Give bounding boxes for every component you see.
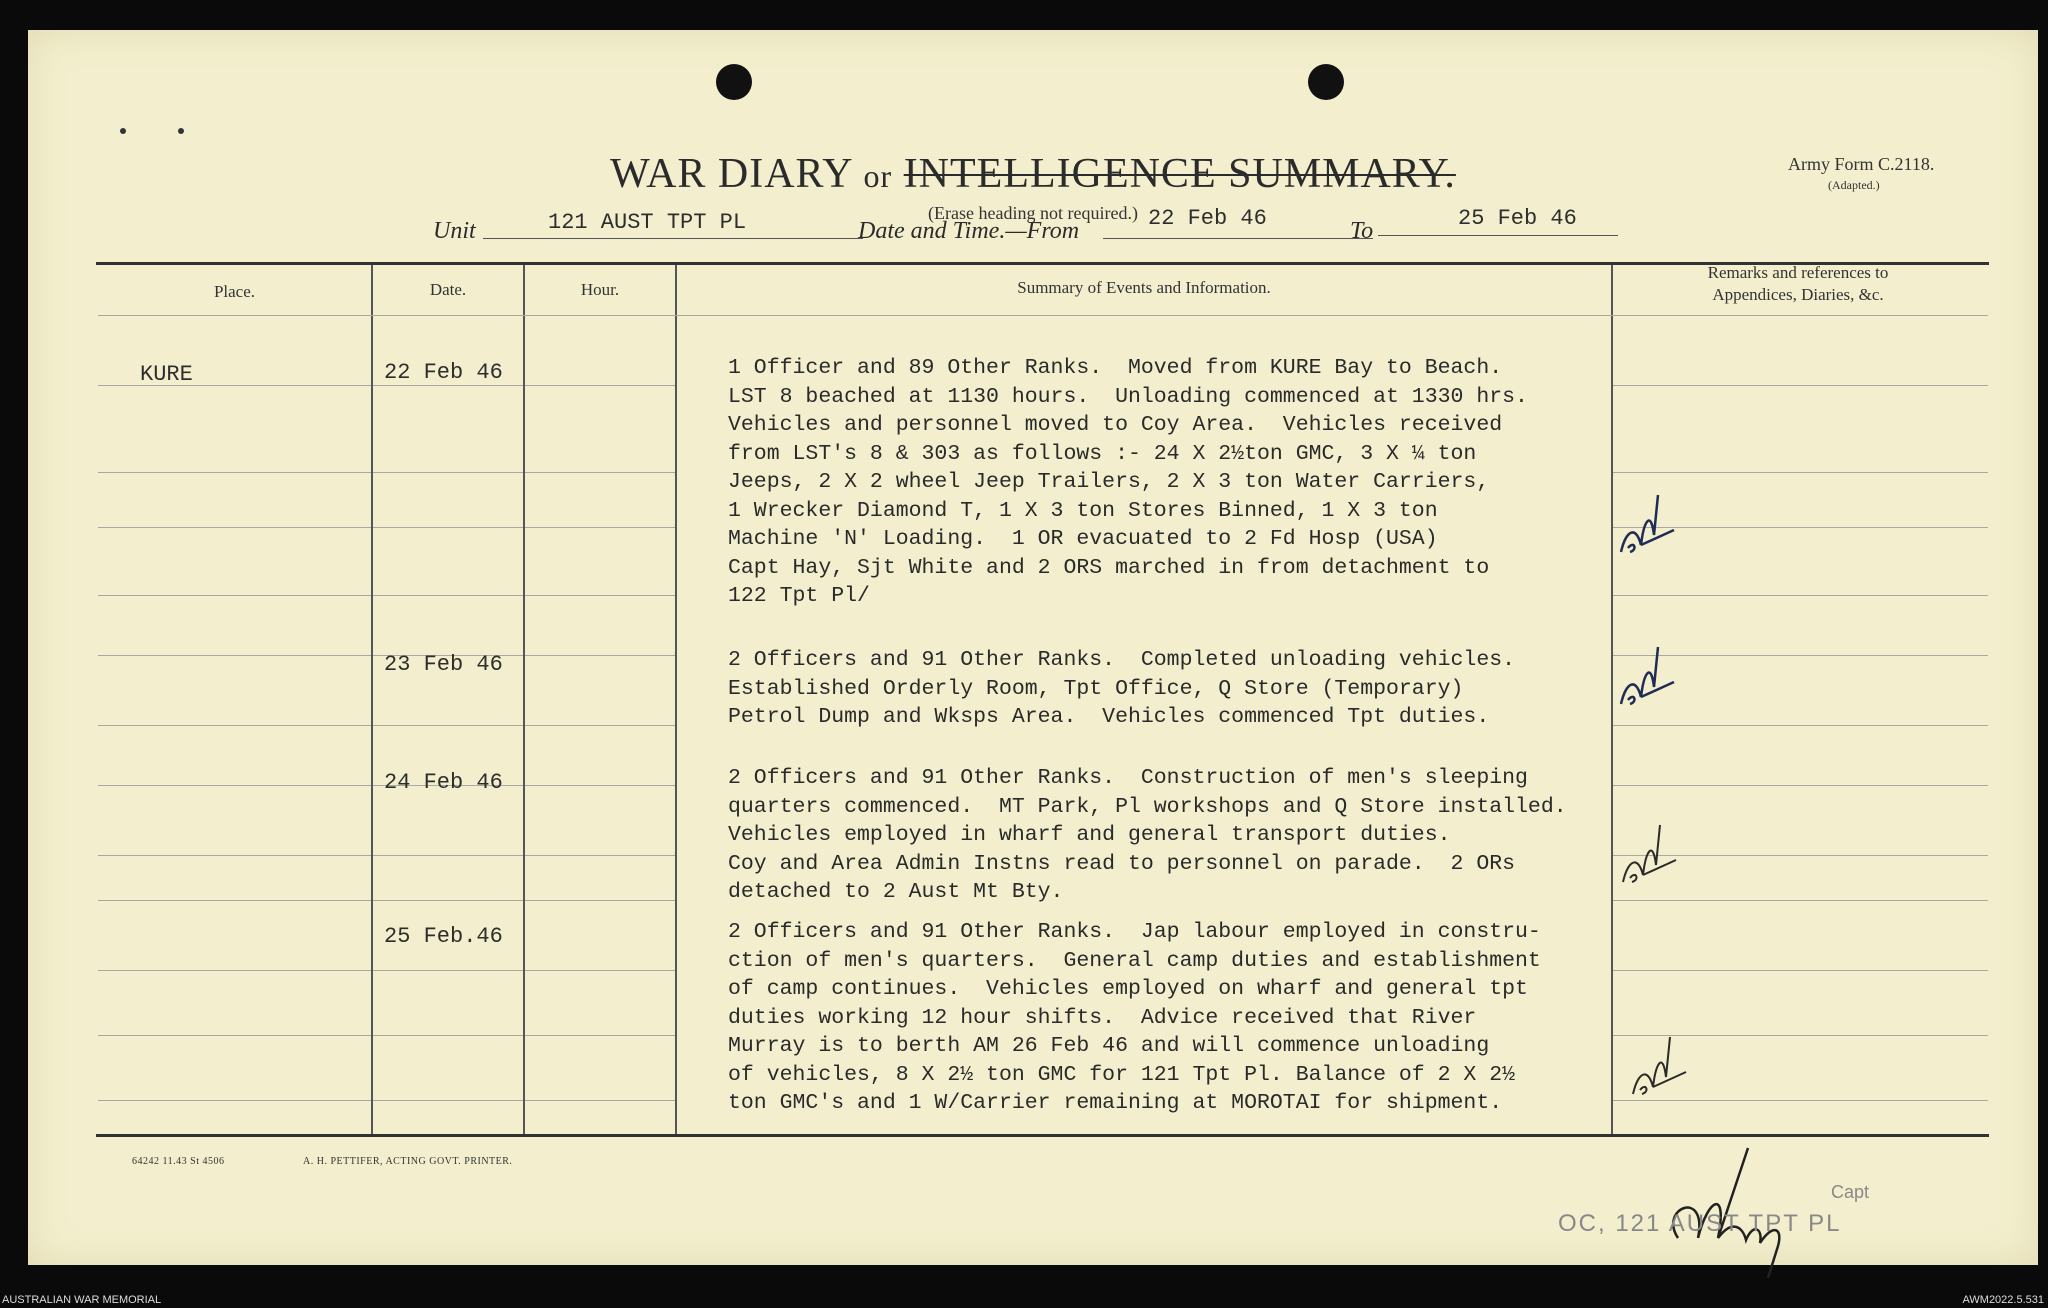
unit-label: Unit (433, 218, 476, 244)
ruled-line (1613, 785, 1988, 786)
title-main: WAR DIARY (610, 151, 853, 197)
ruled-line (98, 970, 371, 971)
ruled-line (525, 855, 675, 856)
date-time-label: Date and Time.—From (858, 218, 1080, 244)
entry-text-line: Petrol Dump and Wksps Area. Vehicles commenced Tpt duties. (728, 705, 1490, 729)
column-header-hour: Hour. (580, 280, 620, 299)
ruled-line (98, 472, 371, 473)
printer-code: 64242 11.43 St 4506 (132, 1156, 225, 1167)
header-rule (98, 315, 1988, 316)
ruled-line (373, 595, 523, 596)
entry-text-line: Murray is to berth AM 26 Feb 46 and will commence unloading (728, 1034, 1490, 1058)
army-form-number: Army Form C.2118. (1788, 154, 1935, 174)
ruled-line (373, 855, 523, 856)
entry-text-line: from LST's 8 & 303 as follows :- 24 X 2½ton GMC, 3 X ¼ ton (728, 441, 1477, 466)
ruled-line (98, 655, 371, 656)
punch-hole-left (716, 64, 752, 100)
ruled-line (1613, 472, 1988, 473)
ruled-line (373, 1100, 523, 1101)
entry-text-line: Machine 'N' Loading. 1 OR evacuated to 2 Fd Hosp (USA) (728, 527, 1438, 551)
paper-mark (120, 128, 126, 134)
ruled-line (525, 900, 675, 901)
ruled-line (98, 855, 371, 856)
entry-text-line: Established Orderly Room, Tpt Office, Q Store (Temporary) (728, 676, 1464, 701)
ruled-line (525, 527, 675, 528)
ruled-line (1613, 970, 1988, 971)
ruled-line (525, 1035, 675, 1036)
ruled-line (373, 725, 523, 726)
entry-text-line: 122 Tpt Pl/ (728, 584, 870, 608)
ruled-line (98, 1100, 371, 1101)
entry-text-line: 2 Officers and 91 Other Ranks. Construction of men's sleeping (728, 766, 1528, 790)
entry-date: 24 Feb 46 (384, 770, 503, 795)
from-value: 22 Feb 46 (1148, 206, 1267, 231)
entry-text-line: of camp continues. Vehicles employed on wharf and general tpt (728, 977, 1528, 1001)
column-header-remarks: Remarks and references to Appendices, Diaries, &c. (1707, 263, 1889, 304)
paper-mark (178, 128, 184, 134)
column-header-date: Date. (429, 280, 467, 299)
ruled-line (525, 1100, 675, 1101)
credit-left: AUSTRALIAN WAR MEMORIAL (2, 1294, 162, 1306)
ruled-line (98, 527, 371, 528)
ruled-line (525, 472, 675, 473)
entry-text-line: Vehicles employed in wharf and general transport duties. (728, 823, 1451, 847)
unit-underline (483, 238, 863, 239)
ruled-line (525, 785, 675, 786)
entry-text-line: detached to 2 Aust Mt Bty. (728, 880, 1064, 904)
from-underline (1103, 238, 1373, 239)
initials-signature (1618, 820, 1678, 890)
ruled-line (98, 1035, 371, 1036)
col-divider-date (523, 265, 525, 1134)
unit-value: 121 AUST TPT PL (548, 210, 747, 235)
entry-text-line: Coy and Area Admin Instns read to personnel on parade. 2 ORs (728, 851, 1516, 876)
printer-name: A. H. PETTIFER, ACTING GOVT. PRINTER. (303, 1156, 513, 1167)
ruled-line (373, 1035, 523, 1036)
to-value: 25 Feb 46 (1458, 206, 1577, 231)
ruled-line (98, 595, 371, 596)
ruled-line (98, 725, 371, 726)
to-underline (1378, 235, 1618, 236)
form-subtitle: (Erase heading not required.) (928, 203, 1138, 223)
ruled-line (98, 385, 371, 386)
ruled-line (525, 655, 675, 656)
ruled-line (373, 527, 523, 528)
title-or: or (863, 158, 893, 194)
entry-date: 25 Feb.46 (384, 924, 503, 949)
initials-signature (1616, 642, 1676, 712)
form-title (28, 150, 2038, 198)
entry-text-line: of vehicles, 8 X 2½ ton GMC for 121 Tpt Pl. Balance of 2 X 2½ (728, 1062, 1516, 1087)
entry-text-line: 1 Wrecker Diamond T, 1 X 3 ton Stores Binned, 1 X 3 ton (728, 498, 1438, 523)
entry-text-line: 1 Officer and 89 Other Ranks. Moved from KURE Bay to Beach. (728, 356, 1503, 380)
diary-sheet (28, 30, 2038, 1265)
col-divider-hour (675, 265, 677, 1134)
initials-signature (1628, 1032, 1688, 1102)
ruled-line (525, 970, 675, 971)
entry-date: 23 Feb 46 (384, 652, 503, 677)
ruled-line (525, 385, 675, 386)
army-form-adapted: (Adapted.) (1828, 178, 1880, 192)
entry-text-line: ton GMC's and 1 W/Carrier remaining at MOROTAI for shipment. (728, 1091, 1503, 1115)
to-label: To (1350, 218, 1374, 244)
initials-signature (1616, 490, 1676, 560)
entry-text-line: 2 Officers and 91 Other Ranks. Completed unloading vehicles. (728, 648, 1516, 672)
officer-stamp: OC, 121 AUST TPT PL (1558, 1210, 1842, 1237)
ruled-line (1613, 595, 1988, 596)
col-divider-summary (1611, 265, 1613, 1134)
signatory-rank: Capt (1831, 1182, 1870, 1202)
col-divider-place (371, 265, 373, 1134)
title-struck: INTELLIGENCE SUMMARY. (903, 151, 1456, 197)
ruled-line (373, 385, 523, 386)
entry-text-line: Capt Hay, Sjt White and 2 ORS marched in from detachment to (728, 555, 1490, 580)
entry-text-line: duties working 12 hour shifts. Advice received that River (728, 1005, 1477, 1030)
entry-text-line: LST 8 beached at 1130 hours. Unloading commenced at 1330 hrs. (728, 384, 1528, 409)
ruled-line (98, 785, 371, 786)
ruled-line (373, 900, 523, 901)
ruled-line (1613, 900, 1988, 901)
column-header-summary: Summary of Events and Information. (1017, 278, 1271, 297)
ruled-line (525, 595, 675, 596)
officer-signature (1648, 1128, 1818, 1288)
entry-date: 22 Feb 46 (384, 360, 503, 385)
credit-right: AWM2022.5.531 (1962, 1294, 2044, 1306)
ruled-line (373, 472, 523, 473)
entry-text-line: quarters commenced. MT Park, Pl workshops and Q Store installed. (728, 794, 1567, 819)
ruled-line (373, 970, 523, 971)
place-cell: KURE (140, 362, 193, 387)
ruled-line (98, 900, 371, 901)
entry-text-line: Vehicles and personnel moved to Coy Area. Vehicles received (728, 413, 1503, 437)
ruled-line (525, 725, 675, 726)
punch-hole-right (1308, 64, 1344, 100)
ruled-line (1613, 725, 1988, 726)
column-header-place: Place. (213, 282, 256, 301)
entry-text-line: Jeeps, 2 X 2 wheel Jeep Trailers, 2 X 3 ton Water Carriers, (728, 470, 1490, 494)
entry-text-line: 2 Officers and 91 Other Ranks. Jap labour employed in constru- (728, 920, 1541, 944)
ruled-line (1613, 385, 1988, 386)
entry-text-line: ction of men's quarters. General camp duties and establishment (728, 948, 1541, 973)
